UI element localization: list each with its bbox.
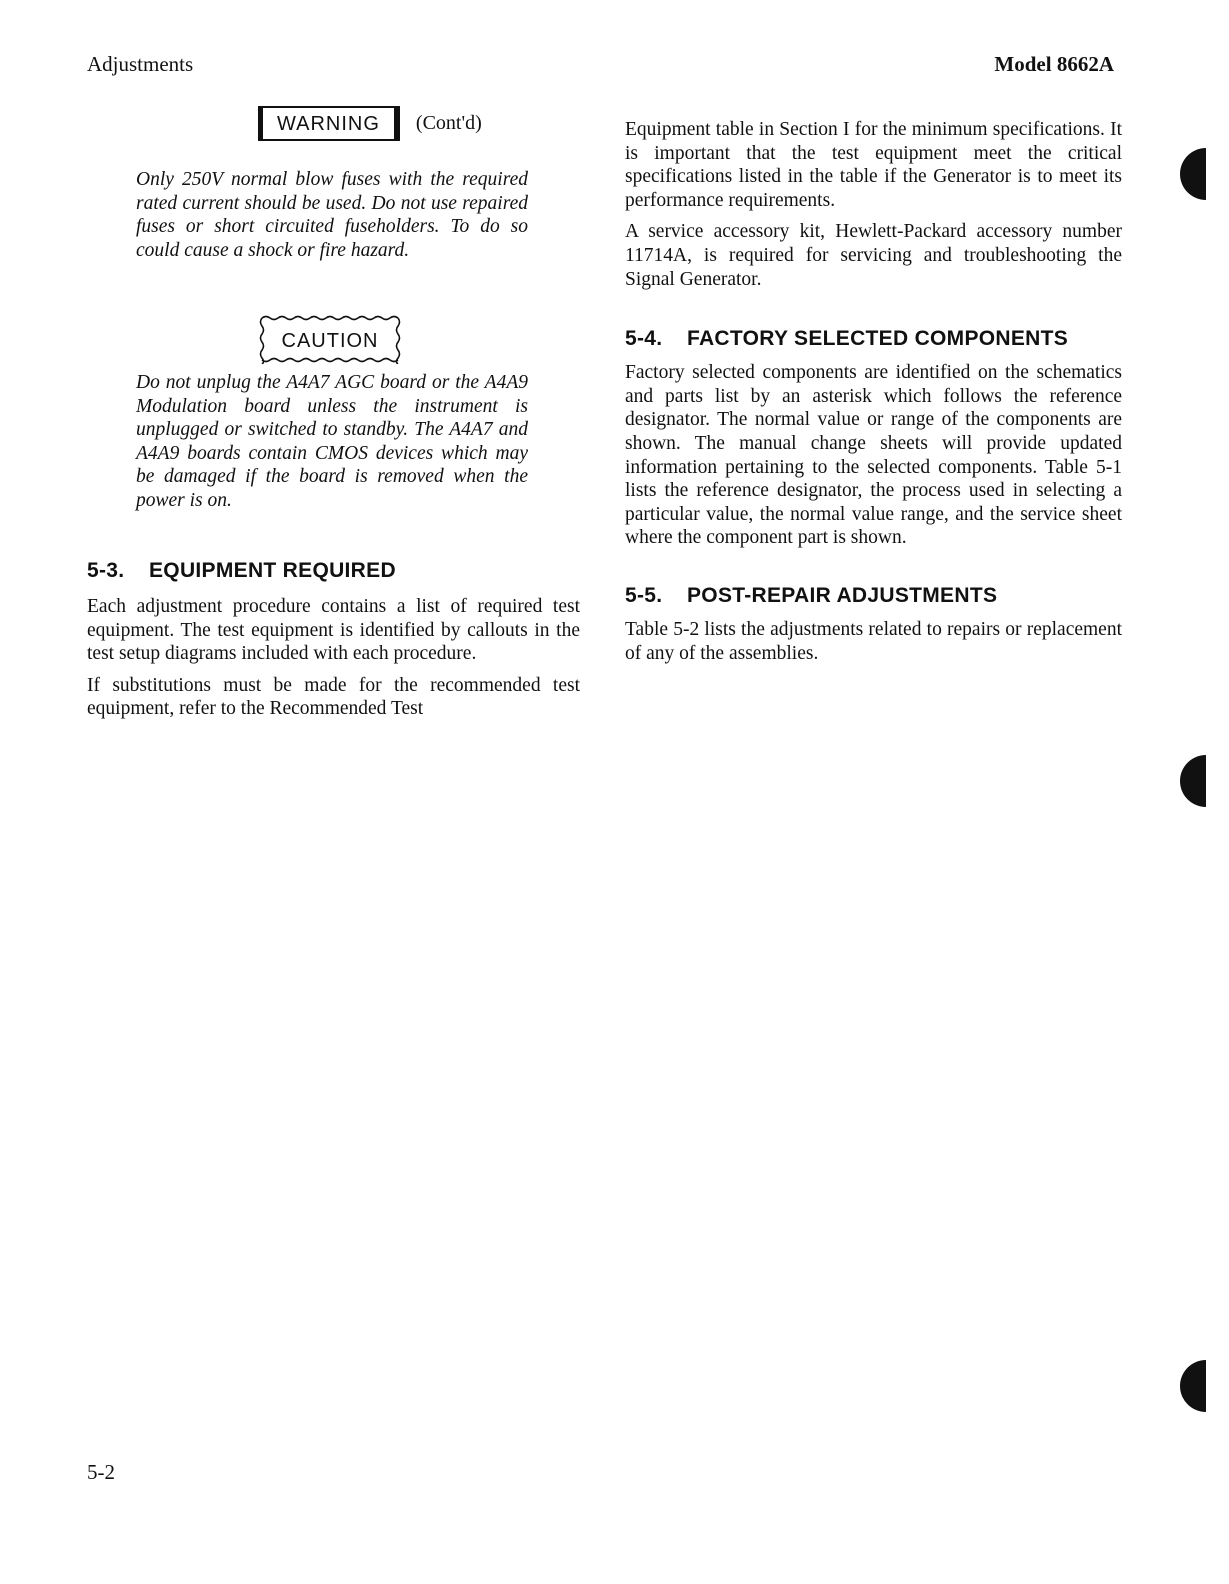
right-column <box>625 118 1122 665</box>
warning-label: WARNING <box>258 106 400 141</box>
caution-paragraph: Do not unplug the A4A7 AGC board or the A4A9 Modulation board unless the instrument is unplugged or switched to standby. The A4A7 and A4A9 boards contain CMOS devices which may be damaged if the board is removed when the power is on. <box>136 372 528 511</box>
section-number: 5-5. <box>625 583 663 607</box>
section-5-3-paragraph-1: Each adjustment procedure contains a list of required test equipment. The test equipment is identified by callouts in the test setup diagrams included with each procedure. <box>87 596 580 665</box>
caution-frame-icon <box>258 314 402 364</box>
binder-hole-mark-bottom <box>1180 1360 1206 1412</box>
running-header-section: Adjustments <box>87 52 194 76</box>
section-5-3 <box>87 559 580 721</box>
section-5-4-paragraph: Factory selected components are identified on the schematics and parts list by an asterisk which follows the reference designator. The normal value or range of the components are shown. The manual change sheets will provide updated information pertaining to the selected components. Table 5-1 lists the reference designator, the process used in selecting a particular value, the normal value range, and the service sheet where the component part is shown. <box>625 362 1122 549</box>
caution-label: CAUTION <box>281 330 379 352</box>
section-5-3-heading <box>87 559 580 583</box>
section-number: 5-4. <box>625 327 663 351</box>
warning-paragraph: Only 250V normal blow fuses with the required rated current should be used. Do not use repaired fuses or short circuited fuseholders. To do so could cause a shock or fire hazard. <box>136 169 528 261</box>
section-5-5-heading <box>625 584 1122 608</box>
continued-paragraph-1: Equipment table in Section I for the minimum specifications. It is important that the test equipment meet the critical specifications listed in the table if the Generator is to meet its performance requirements. <box>625 119 1122 211</box>
section-5-3-paragraph-2: If substitutions must be made for the recommended test equipment, refer to the Recommended Test <box>87 674 580 720</box>
warning-continued: (Cont'd) <box>415 112 482 134</box>
warning-heading <box>258 106 482 141</box>
warning-text <box>136 168 528 262</box>
page-number: 5-2 <box>87 1460 115 1484</box>
continued-paragraph-2: A service accessory kit, Hewlett-Packard accessory number 11714A, is required for servicing and troubleshooting the Signal Generator. <box>625 221 1122 290</box>
running-header-model: Model 8662A <box>994 52 1114 76</box>
binder-hole-mark-middle <box>1180 755 1206 807</box>
caution-heading <box>258 314 402 364</box>
binder-hole-mark-top <box>1180 148 1206 200</box>
section-title: POST-REPAIR ADJUSTMENTS <box>687 583 998 607</box>
section-title: FACTORY SELECTED COMPONENTS <box>687 327 1069 351</box>
section-title: EQUIPMENT REQUIRED <box>149 559 396 582</box>
section-5-4-heading <box>625 327 1122 351</box>
section-5-5-paragraph: Table 5-2 lists the adjustments related to repairs or replacement of any of the assemblies. <box>625 618 1122 664</box>
section-number: 5-3. <box>87 559 125 582</box>
caution-text <box>136 371 528 513</box>
